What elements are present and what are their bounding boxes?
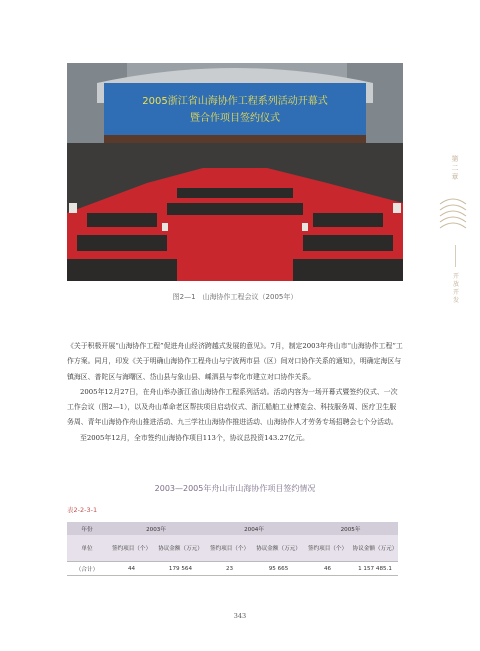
section-label: 开放开发 xyxy=(452,273,459,304)
banner-line1: 2005浙江省山海协作工程系列活动开幕式 xyxy=(142,96,328,107)
table-row xyxy=(67,562,398,576)
event-photo-illustration xyxy=(67,63,403,281)
cell-unit: （合计） xyxy=(67,562,107,576)
col-projects-2005: 签约项目（个） xyxy=(303,535,352,562)
paragraph-1: 《关于积极开展“山海协作工程”促进舟山经济跨越式发展的意见》。7月，制定2003年舟山市“山海协作工程”工作方案。同月，印发《关于明确山海协作工程舟山与宁波两市县（区）间对口协作关系的通知》，明确定海区与镇海区、普陀区与海曙区、岱山县与象山县、嵊泗县与奉化市建立对口协作关系。 xyxy=(67,342,403,381)
signing-table xyxy=(67,522,398,576)
wave-ornament-icon xyxy=(438,192,468,232)
col-projects-2004: 签约项目（个） xyxy=(205,535,254,562)
col-amount-2005: 协议金额（万元） xyxy=(352,535,398,562)
event-photo xyxy=(67,63,403,281)
year-2005: 2005年 xyxy=(303,522,398,535)
cell-2005-projects: 46 xyxy=(303,562,352,576)
page-number: 343 xyxy=(233,612,247,620)
unit-header: 单位 xyxy=(67,535,107,562)
paragraph-3: 至2005年12月，全市签约山海协作项目113个，协议总投资143.27亿元。 xyxy=(80,433,309,442)
stage xyxy=(104,135,366,143)
table-column-header-row xyxy=(67,535,398,562)
banner-line2: 暨合作项目签约仪式 xyxy=(190,113,280,124)
sidebar-divider xyxy=(455,245,456,267)
cell-2003-projects: 44 xyxy=(107,562,156,576)
cell-2003-amount: 179 564 xyxy=(156,562,205,576)
chapter-label: 第二章 xyxy=(451,155,459,181)
table-label: 表2-2-3-1 xyxy=(67,506,98,514)
cell-2004-projects: 23 xyxy=(205,562,254,576)
cell-2004-amount: 95 665 xyxy=(254,562,303,576)
table-year-header-row xyxy=(67,522,398,535)
col-projects-2003: 签约项目（个） xyxy=(107,535,156,562)
col-amount-2004: 协议金额（万元） xyxy=(254,535,303,562)
col-amount-2003: 协议金额（万元） xyxy=(156,535,205,562)
photo-caption: 图2—1 山海协作工程会议（2005年） xyxy=(172,293,298,301)
cell-2005-amount: 1 157 485.1 xyxy=(352,562,398,576)
year-2003: 2003年 xyxy=(107,522,205,535)
table-title: 2003—2005年舟山市山海协作项目签约情况 xyxy=(154,484,316,493)
banner xyxy=(104,83,366,135)
year-2004: 2004年 xyxy=(205,522,303,535)
year-header: 年份 xyxy=(67,522,107,535)
paragraph-2: 2005年12月27日，在舟山举办浙江省山海协作工程系列活动。活动内容为一场开幕式暨签约仪式、一次工作会议（图2—1），以及舟山革命老区帮扶项目启动仪式、浙江船舶工业博览会、科技服务周、医疗卫生服务周、青年山海协作舟山推进活动、九三学社山海协作推进活动、山海协作人才劳务专场招聘会七个分活动。 xyxy=(67,387,398,427)
body-text xyxy=(67,339,403,446)
